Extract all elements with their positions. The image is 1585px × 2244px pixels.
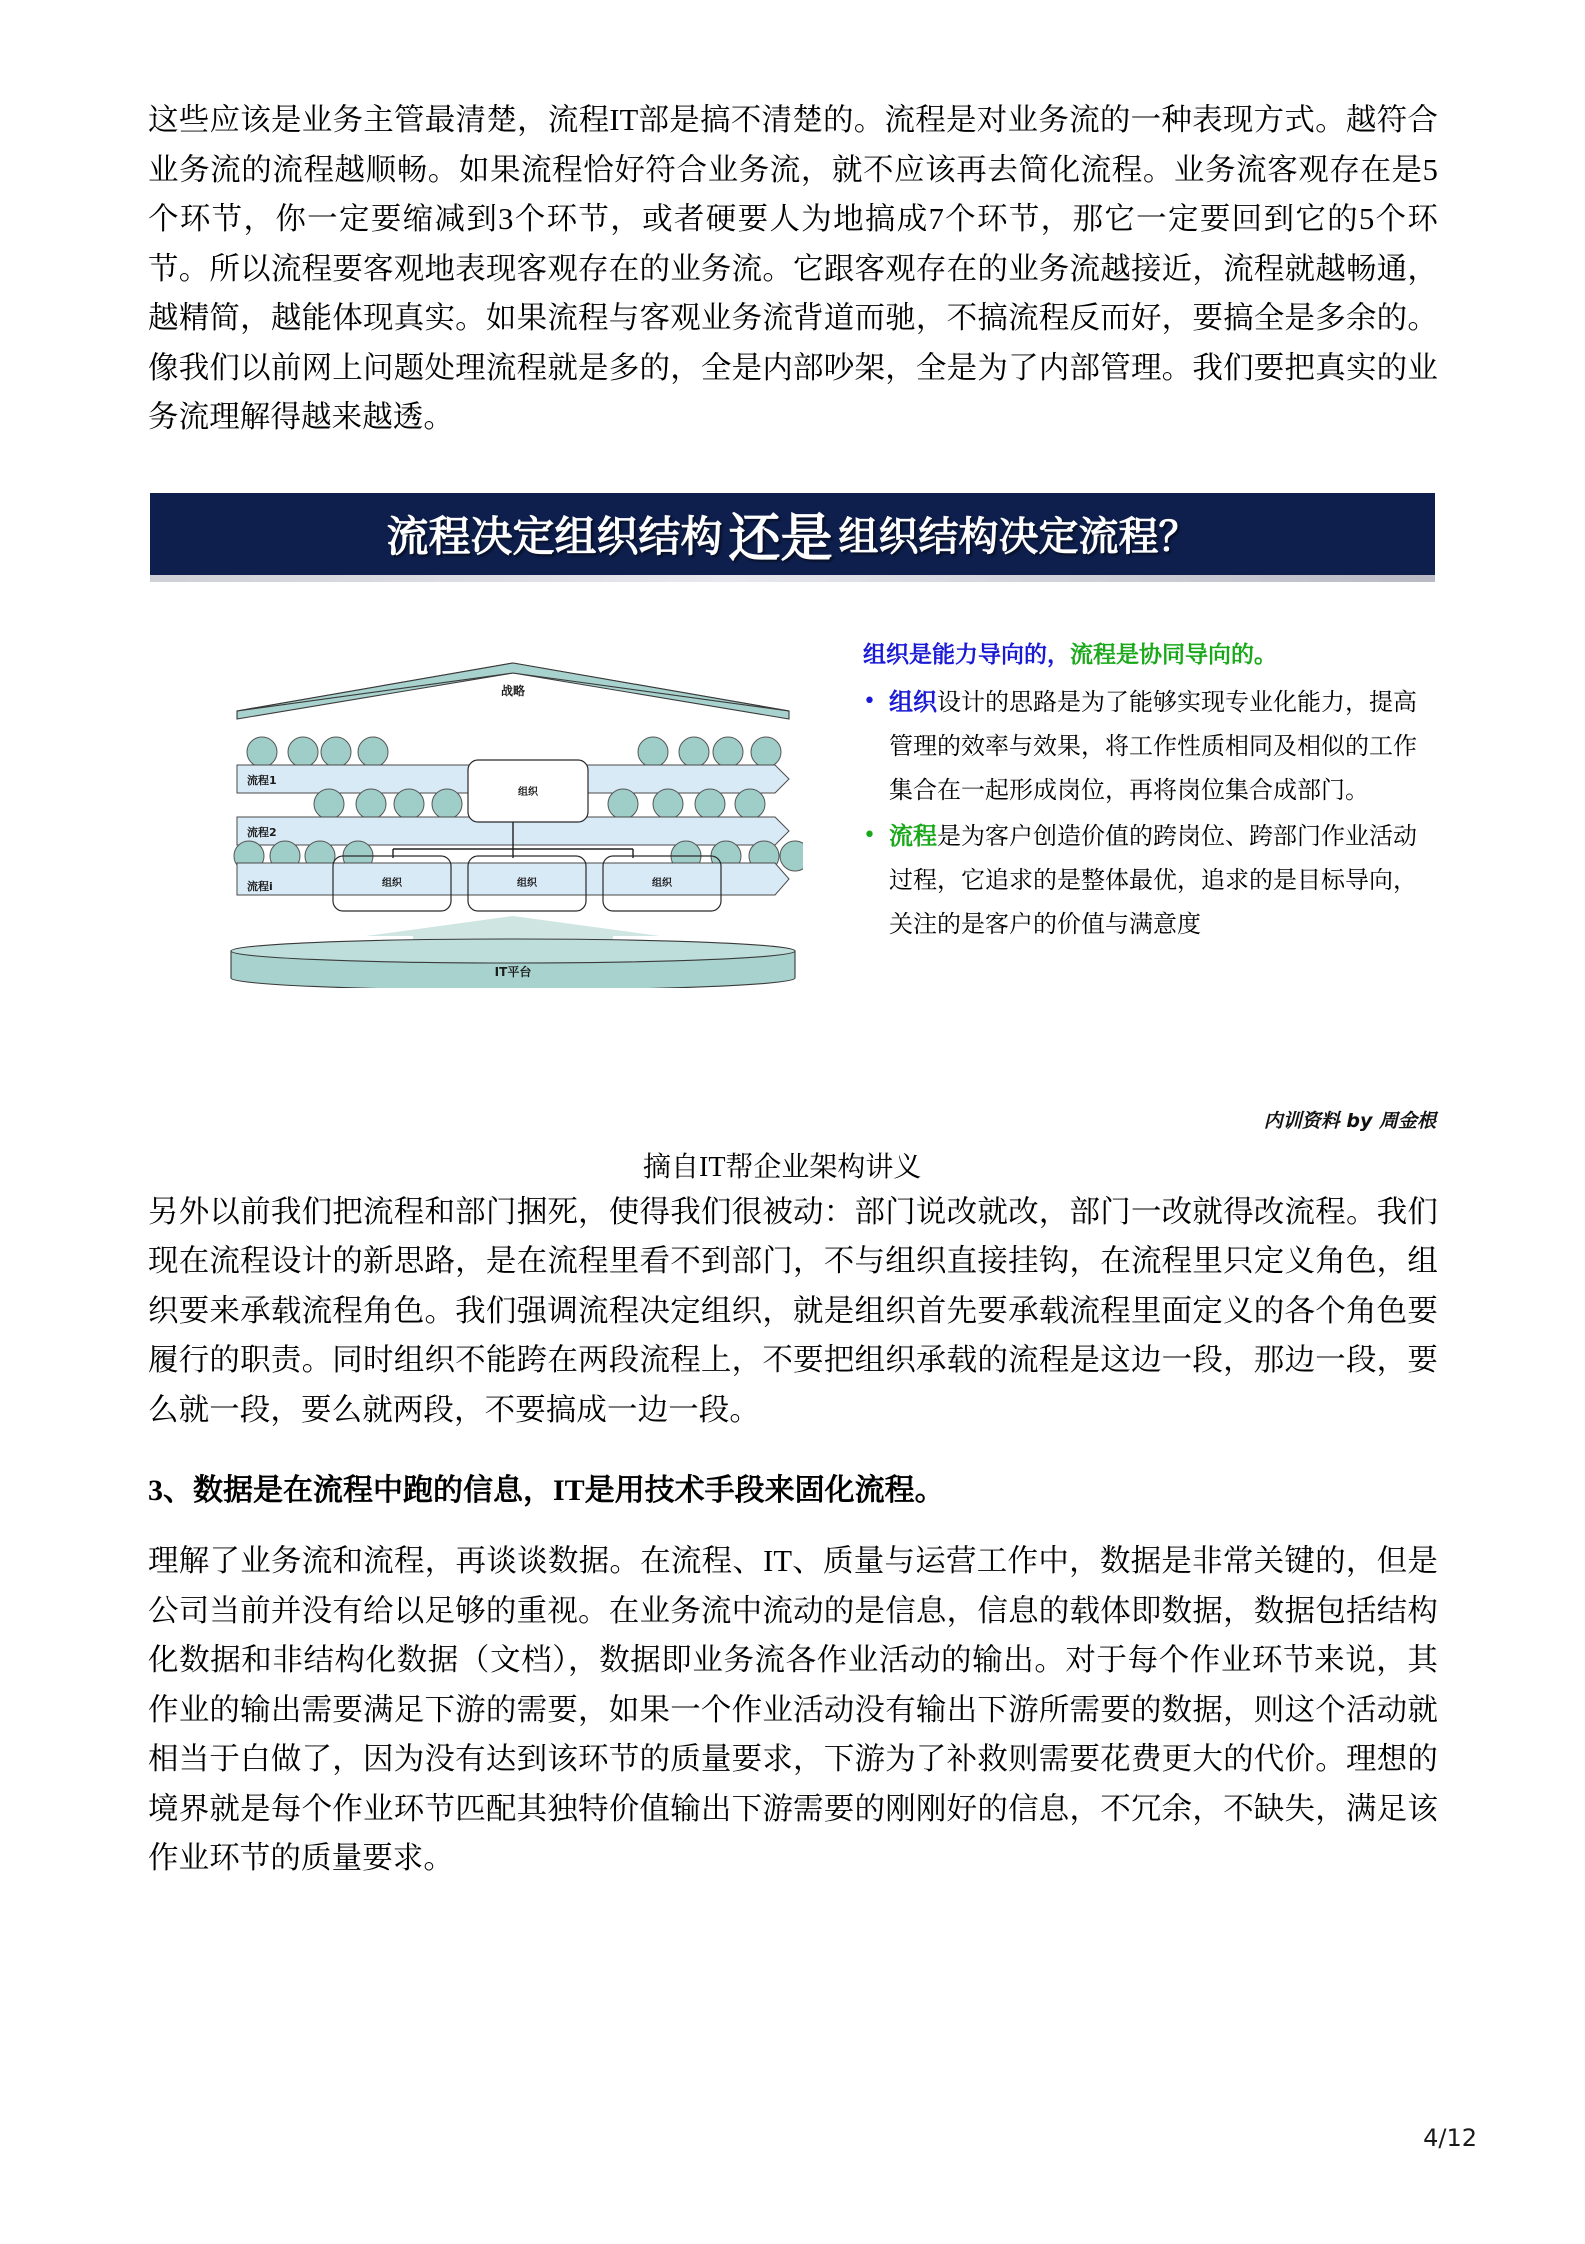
org-box-top: [468, 760, 588, 822]
svg-text:组织: 组织: [517, 877, 537, 889]
list-item: [863, 814, 1433, 946]
list-item: [863, 680, 1433, 812]
svg-text:组织: 组织: [382, 877, 402, 889]
banner-text-part3: 组织结构决定流程？: [838, 514, 1199, 560]
figure-caption: 摘自IT帮企业架构讲义: [643, 1151, 922, 1183]
page-number: 4/12: [1423, 2124, 1477, 2152]
title-banner: [150, 493, 1435, 582]
figure-attribution: 内训资料 by 周金根: [1263, 1109, 1436, 1132]
bullet-rest: 设计的思路是为了能够实现专业化能力，提高管理的效率与效果，将工作性质相同及相似的工作集合在一起形成岗位，再将岗位集合成部门。: [889, 687, 1417, 804]
paragraph-2: 另外以前我们把流程和部门捆死，使得我们很被动：部门说改就改，部门一改就得改流程。我们现在流程设计的新思路，是在流程里看不到部门，不与组织直接挂钩，在流程里只定义角色，组织要来承载流程角色。我们强调流程决定组织，就是组织首先要承载流程里面定义的各个角色要履行的职责。同时组织不能跨在两段流程上，不要把组织承载的流程是这边一段，那边一段，要么就一段，要么就两段，不要搞成一边一段。: [148, 1194, 1438, 1427]
architecture-diagram: [223, 648, 803, 988]
bullet-keyword: 组织: [889, 687, 937, 716]
paragraph-3: 理解了业务流和流程，再谈谈数据。在流程、IT、质量与运营工作中，数据是非常关键的，但是公司当前并没有给以足够的重视。在业务流中流动的是信息，信息的载体即数据，数据包括结构化数据和非结构化数据（文档），数据即业务流各作业活动的输出。对于每个作业环节来说，其作业的输出需要满足下游的需要，如果一个作业活动没有输出下游所需要的数据，则这个活动就相当于白做了，因为没有达到该环节的质量要求，下游为了补救则需要花费更大的代价。理想的境界就是每个作业环节匹配其独特价值输出下游需要的刚刚好的信息，不冗余，不缺失，满足该作业环节的质量要求。: [148, 1544, 1438, 1875]
section-heading: 3、数据是在流程中跑的信息，IT是用技术手段来固化流程。: [148, 1474, 945, 1507]
bullet-marker-icon: •: [863, 822, 876, 848]
figure-explanation: [863, 638, 1433, 948]
bullet-keyword: 流程: [889, 821, 937, 850]
bullet-body: [889, 680, 1433, 812]
bullet-marker-icon: •: [863, 688, 876, 714]
page-content: [148, 96, 1438, 1884]
strategy-roof: [237, 663, 789, 719]
process-band-3: [237, 863, 789, 895]
title-banner-bar: [150, 493, 1435, 575]
svg-text:组织: 组织: [652, 877, 672, 889]
banner-underline: [150, 575, 1435, 582]
svg-text:IT平台: IT平台: [494, 964, 532, 979]
figure-block: [148, 638, 1438, 1183]
svg-text:流程2: 流程2: [247, 825, 277, 839]
heading-green-part: 流程是协同导向的。: [1070, 641, 1277, 668]
svg-text:战略: 战略: [500, 683, 526, 698]
svg-text:流程1: 流程1: [247, 773, 277, 787]
svg-text:组织: 组织: [518, 786, 538, 798]
bullet-body: [889, 814, 1433, 946]
explanation-heading: [863, 638, 1433, 672]
paragraph-1: 这些应该是业务主管最清楚，流程IT部是搞不清楚的。流程是对业务流的一种表现方式。越符合业务流的流程越顺畅。如果流程恰好符合业务流，就不应该再去简化流程。业务流客观存在是5个环节，你一定要缩减到3个环节，或者硬要人为地搞成7个环节，那它一定要回到它的5个环节。所以流程要客观地表现客观存在的业务流。它跟客观存在的业务流越接近，流程就越畅通，越精简，越能体现真实。如果流程与客观业务流背道而驰，不搞流程反而好，要搞全是多余的。像我们以前网上问题处理流程就是多的，全是内部吵架，全是为了内部管理。我们要把真实的业务流理解得越来越透。: [148, 103, 1438, 434]
banner-text-part2: 还是: [728, 509, 833, 569]
it-platform-base: [231, 939, 795, 988]
banner-text-part1: 流程决定组织结构: [386, 511, 723, 561]
bullet-rest: 是为客户创造价值的跨岗位、跨部门作业活动过程，它追求的是整体最优，追求的是目标导向，关注的是客户的价值与满意度: [889, 821, 1417, 938]
heading-blue-part: 组织是能力导向的，: [863, 641, 1070, 668]
svg-text:流程i: 流程i: [247, 879, 273, 893]
